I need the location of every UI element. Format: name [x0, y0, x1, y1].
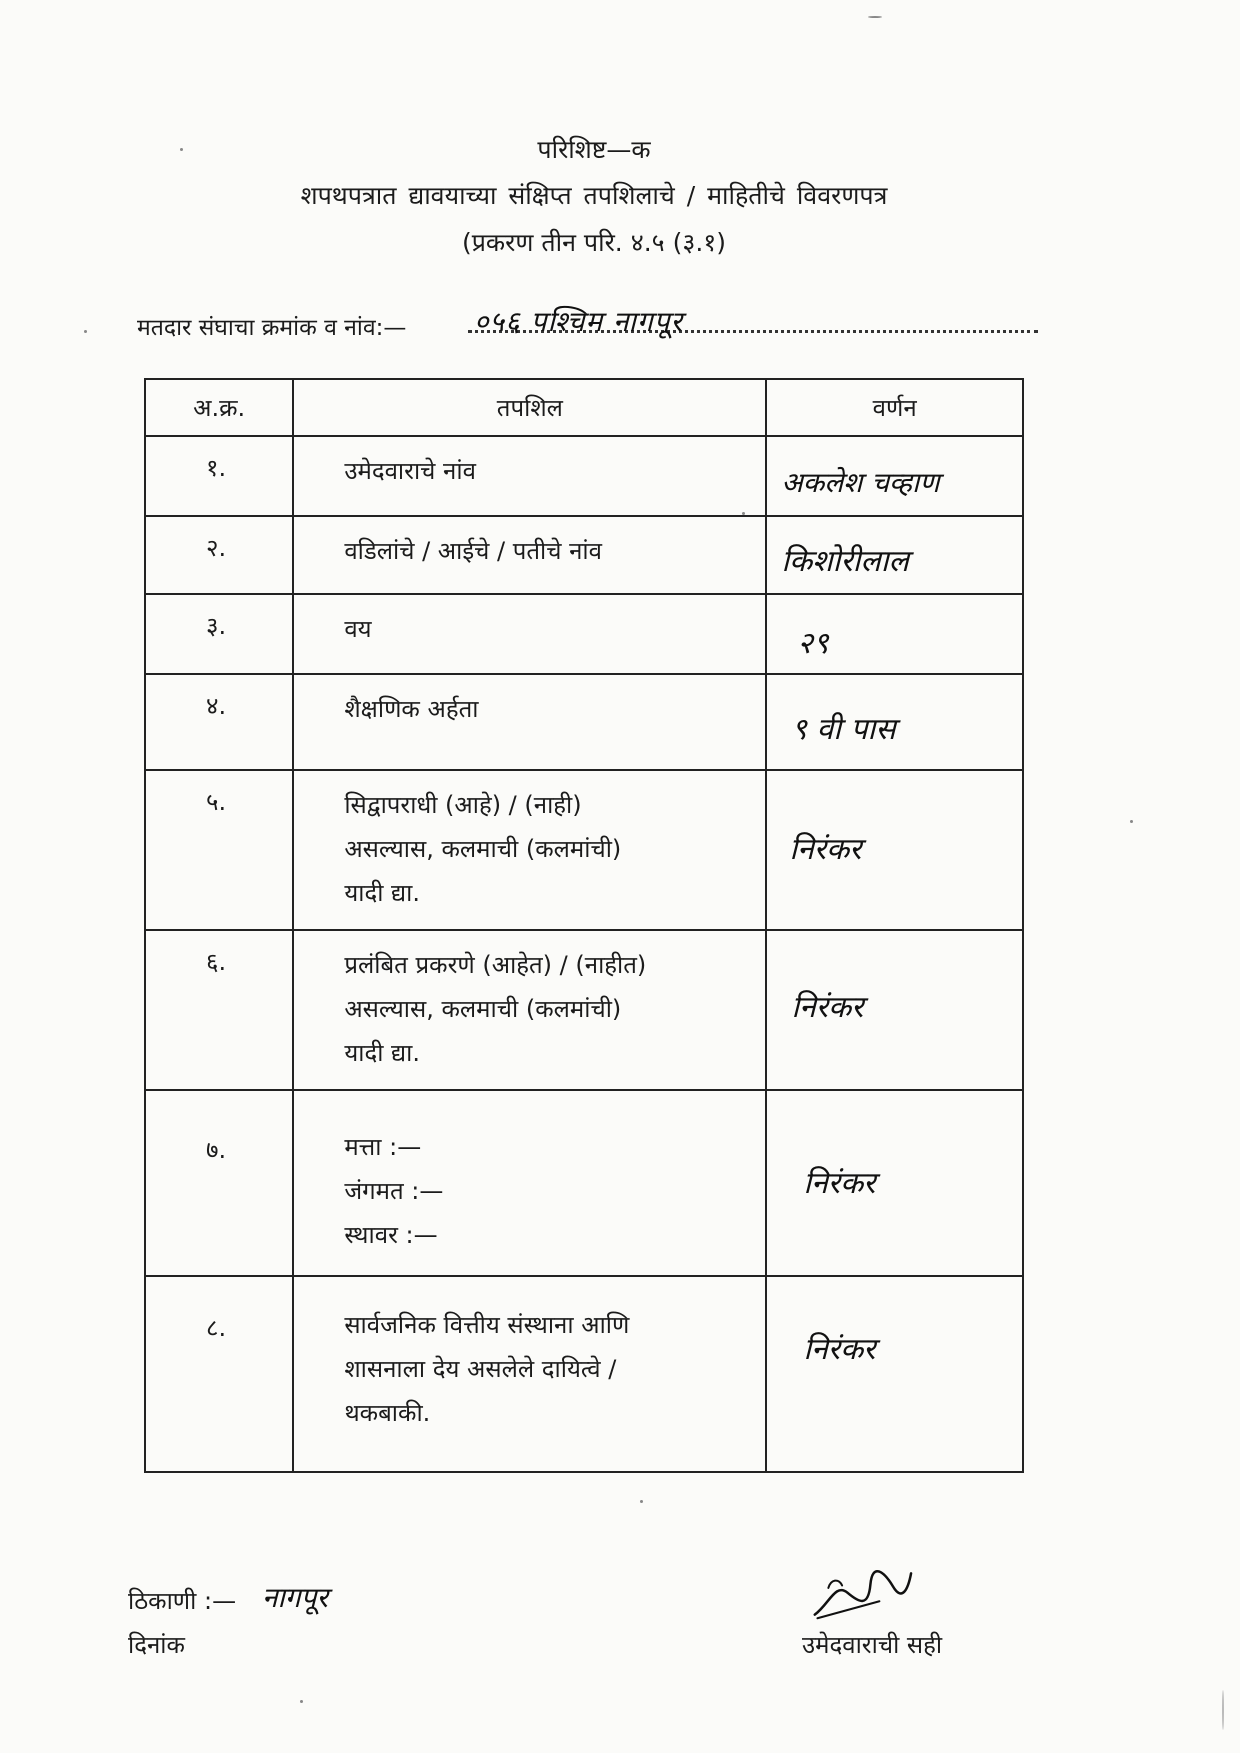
- row-number: ४.: [145, 674, 293, 770]
- row-number: ६.: [145, 930, 293, 1090]
- row-value-text: निरंकर: [791, 990, 864, 1025]
- place-label: ठिकाणी :—: [128, 1587, 237, 1615]
- row-detail: [293, 930, 766, 1090]
- row-detail-line: वडिलांचे / आईचे / पतीचे नांव: [344, 537, 602, 565]
- row-number: ५.: [145, 770, 293, 930]
- row-detail-line: स्थावर :—: [344, 1221, 438, 1249]
- row-value-text: किशोरीलाल: [781, 544, 909, 579]
- row-number: ३.: [145, 594, 293, 674]
- scan-mark: [868, 16, 882, 18]
- row-number: ७.: [145, 1090, 293, 1276]
- candidate-signature: [804, 1559, 922, 1630]
- table-row: [145, 930, 1023, 1090]
- row-value: [766, 1090, 1023, 1276]
- scan-mark: [742, 512, 745, 515]
- appendix-title: परिशिष्ट—क: [537, 135, 651, 164]
- row-detail: [293, 1090, 766, 1276]
- header-description: वर्णन: [766, 379, 1023, 436]
- header-details: तपशिल: [293, 379, 766, 436]
- table-header-row: [145, 379, 1023, 436]
- row-value-text: अकलेश चव्हाण: [781, 466, 940, 499]
- row-detail-line: प्रलंबित प्रकरणे (आहेत) / (नाहीत): [344, 951, 647, 979]
- row-detail-line: जंगमत :—: [344, 1177, 444, 1205]
- form-title: शपथपत्रात द्यावयाच्या संक्षिप्त तपशिलाचे / माहितीचे विवरणपत्र: [300, 181, 888, 210]
- row-detail: [293, 516, 766, 594]
- scan-mark: [180, 148, 183, 151]
- row-detail-line: उमेदवाराचे नांव: [344, 457, 476, 485]
- row-detail-line: यादी द्या.: [344, 1039, 421, 1067]
- scan-mark: [640, 1500, 643, 1503]
- row-detail-line: यादी द्या.: [344, 879, 421, 907]
- constituency-label: मतदार संघाचा क्रमांक व नांव:—: [137, 315, 407, 341]
- row-detail: [293, 594, 766, 674]
- row-detail-line: असल्यास, कलमाची (कलमांची): [344, 995, 622, 1023]
- form-reference: (प्रकरण तीन परि. ४.५ (३.१): [461, 228, 727, 257]
- row-detail-line: शासनाला देय असलेले दायित्वे /: [344, 1355, 617, 1383]
- row-detail: [293, 1276, 766, 1472]
- row-value: [766, 674, 1023, 770]
- row-value: [766, 770, 1023, 930]
- row-detail-line: थकबाकी.: [344, 1399, 431, 1427]
- row-detail-line: सार्वजनिक वित्तीय संस्थाना आणि: [344, 1311, 630, 1339]
- row-value-text: निरंकर: [803, 1332, 876, 1367]
- row-value: [766, 516, 1023, 594]
- table-row: [145, 516, 1023, 594]
- place-value: नागपूर: [262, 1581, 328, 1614]
- constituency-value: ०५६ पश्चिम नागपूर: [474, 305, 683, 338]
- row-value: [766, 930, 1023, 1090]
- scan-mark: [300, 1700, 303, 1703]
- scan-mark: [1130, 820, 1133, 823]
- row-number: ८.: [145, 1276, 293, 1472]
- row-detail: [293, 770, 766, 930]
- row-detail-line: शैक्षणिक अर्हता: [344, 695, 479, 723]
- row-value: [766, 436, 1023, 516]
- header-serial: अ.क्र.: [145, 379, 293, 436]
- row-value-text: २९: [797, 626, 829, 661]
- row-value: [766, 1276, 1023, 1472]
- details-table: [144, 378, 1024, 1473]
- table-row: [145, 674, 1023, 770]
- table-row: [145, 594, 1023, 674]
- table-row: [145, 436, 1023, 516]
- row-value-text: निरंकर: [789, 832, 862, 867]
- table-row: [145, 1090, 1023, 1276]
- signature-label: उमेदवाराची सही: [802, 1631, 943, 1659]
- row-value-text: ९ वी पास: [791, 712, 896, 747]
- row-detail-line: वय: [344, 615, 372, 643]
- row-number: १.: [145, 436, 293, 516]
- table-row: [145, 1276, 1023, 1472]
- row-detail: [293, 674, 766, 770]
- row-number: २.: [145, 516, 293, 594]
- row-value-text: निरंकर: [803, 1166, 876, 1201]
- date-label: दिनांक: [128, 1631, 185, 1659]
- row-value: [766, 594, 1023, 674]
- row-detail-line: मत्ता :—: [344, 1133, 422, 1161]
- scan-mark: [1222, 1690, 1224, 1730]
- row-detail-line: असल्यास, कलमाची (कलमांची): [344, 835, 622, 863]
- row-detail: [293, 436, 766, 516]
- table-row: [145, 770, 1023, 930]
- scan-mark: [84, 330, 87, 333]
- signature-scribble-icon: [804, 1559, 920, 1623]
- row-detail-line: सिद्वापराधी (आहे) / (नाही): [344, 791, 582, 819]
